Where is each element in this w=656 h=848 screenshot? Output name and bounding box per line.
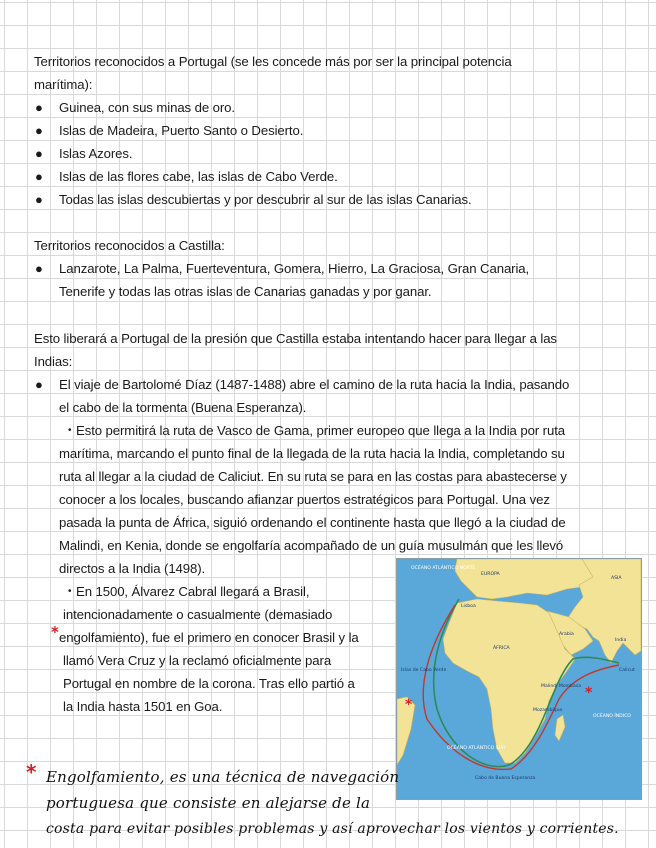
label-africa: ÁFRICA: [493, 646, 510, 651]
map-asterisk-east: *: [585, 685, 593, 701]
label-atlantic-north: OCÉANO ATLÁNTICO NORTE: [411, 566, 476, 571]
castilla-intro: Territorios reconocidos a Castilla:: [34, 238, 225, 253]
liberacion-paragraph: Esto liberará a Portugal de la presión que Castilla estaba intentando hacer para llegar a las: [34, 331, 557, 346]
bullet-dot: ●: [35, 123, 43, 138]
handwritten-note-line: portuguesa que consiste en alejarse de la: [46, 794, 371, 812]
list-item: Guinea, con sus minas de oro.: [59, 100, 235, 115]
asterisk-mark: *: [51, 623, 59, 641]
label-cabo-verde: Islas de Cabo Verde: [401, 668, 447, 673]
list-item: Lanzarote, La Palma, Fuerteventura, Gomera, Hierro, La Graciosa, Gran Canaria,: [59, 261, 530, 276]
list-item: Todas las islas descubiertas y por descubrir al sur de las islas Canarias.: [59, 192, 472, 207]
gama-item: Esto permitirá la ruta de Vasco de Gama, primer europeo que llega a la India por ruta: [76, 423, 565, 438]
asterisk-mark: *: [26, 760, 37, 784]
label-arabia: Arabia: [559, 632, 574, 637]
map-asterisk-west: *: [405, 697, 413, 713]
cabral-item-cont: llamó Vera Cruz y la reclamó oficialmente para: [63, 653, 332, 668]
label-india: India: [615, 638, 627, 643]
bullet-dot: ●: [35, 377, 43, 392]
gama-item-cont: ruta al llegar a la ciudad de Caliciut. En su ruta se para en las costas para abastecerse y: [59, 469, 567, 484]
portugal-intro: Territorios reconocidos a Portugal (se les concede más por ser la principal potencia: [34, 54, 512, 69]
label-cabo: Cabo de Buena Esperanza: [475, 776, 536, 781]
bullet-dot: ●: [35, 192, 43, 207]
label-mozambique: Mozambique: [533, 708, 563, 713]
cabral-item: En 1500, Álvarez Cabral llegará a Brasil,: [76, 584, 310, 599]
label-asia: ASIA: [611, 576, 622, 581]
label-atlantic-south: OCÉANO ATLÁNTICO SUR: [447, 746, 506, 751]
list-item: Islas de Madeira, Puerto Santo o Desierto.: [59, 123, 304, 138]
cabral-item-cont: la India hasta 1501 en Goa.: [63, 699, 223, 714]
gama-item-cont: pasada la punta de África, siguió ordenando el continente hasta que llegó a la ciudad de: [59, 515, 566, 530]
list-item: Islas Azores.: [59, 146, 133, 161]
list-item: Islas de las flores cabe, las islas de Cabo Verde.: [59, 169, 338, 184]
label-lisboa: Lisboa: [461, 604, 476, 609]
bullet-dot: ●: [35, 146, 43, 161]
cabral-item-cont: engolfamiento), fue el primero en conocer Brasil y la: [59, 630, 359, 645]
voyages-map: [396, 558, 642, 800]
bullet-dot: ●: [35, 261, 43, 276]
gama-item-cont: Malindi, en Kenia, donde se engolfaría acompañado de un guía musulmán que les llevó: [59, 538, 564, 553]
label-indian-ocean: OCÉANO ÍNDICO: [593, 714, 631, 719]
bullet-dot: ●: [35, 169, 43, 184]
liberacion-paragraph-cont: Indias:: [34, 354, 73, 369]
label-calicut: Calicut: [619, 668, 635, 673]
portugal-intro-cont: marítima):: [34, 77, 93, 92]
handwritten-note-line: Engolfamiento, es una técnica de navegación: [46, 768, 400, 786]
voyages-map-svg: [397, 559, 641, 799]
cabral-item-cont: intencionadamente o casualmente (demasiado: [63, 607, 333, 622]
gama-item-cont: marítima, marcando el punto final de la llegada de la ruta hacia la India, completando su: [59, 446, 565, 461]
cabral-item-cont: Portugal en nombre de la corona. Tras ello partió a: [63, 676, 355, 691]
label-mombasa: Malindi Mombasa: [541, 684, 582, 689]
sub-bullet: •: [68, 425, 72, 436]
label-europe: EUROPA: [481, 572, 500, 577]
gama-item-cont: directos a la India (1498).: [59, 561, 206, 576]
gama-item-cont: conocer a los locales, buscando afianzar puertos estratégicos para Portugal. Una vez: [59, 492, 550, 507]
list-item-cont: Tenerife y todas las otras islas de Canarias ganadas y por ganar.: [59, 284, 432, 299]
diaz-item-cont: el cabo de la tormenta (Buena Esperanza).: [59, 400, 307, 415]
sub-bullet: •: [68, 586, 72, 597]
bullet-dot: ●: [35, 100, 43, 115]
handwritten-note-line: costa para evitar posibles problemas y así aprovechar los vientos y corrientes.: [46, 821, 619, 837]
diaz-item: El viaje de Bartolomé Díaz (1487-1488) abre el camino de la ruta hacia la India, pasando: [59, 377, 570, 392]
